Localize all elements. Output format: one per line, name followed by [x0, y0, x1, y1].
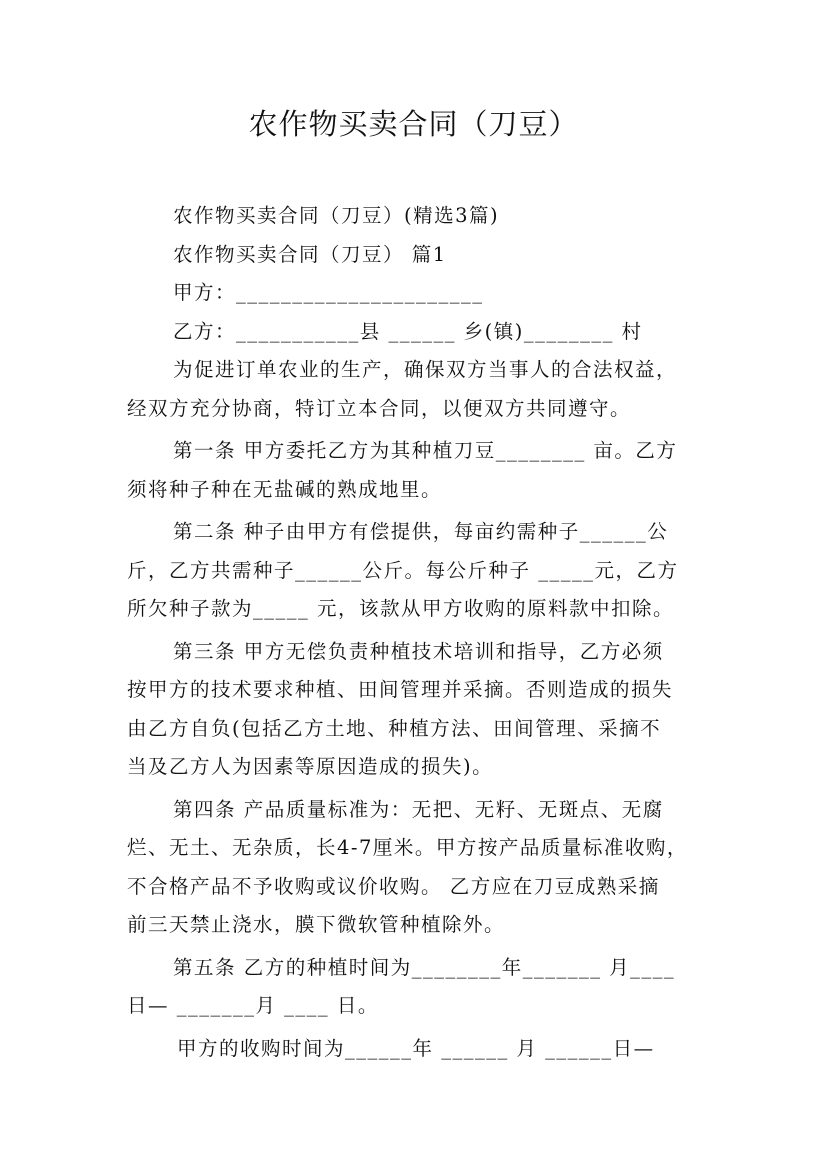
document-body	[127, 197, 717, 1068]
article-4-line: 不合格产品不予收购或议价收购。 乙方应在刀豆成熟采摘	[127, 874, 660, 898]
subtitle-line: 农作物买卖合同（刀豆）(精选3篇)	[173, 204, 500, 227]
article-5-line: 日— _______月 ____ 日。	[127, 994, 379, 1017]
article-3-line: 按甲方的技术要求种植、田间管理并采摘。否则造成的损失	[127, 678, 674, 701]
article-4-line: 前三天禁止浇水，膜下微软管种植除外。	[127, 913, 506, 936]
section-heading: 农作物买卖合同（刀豆） 篇1	[173, 242, 447, 266]
article-2-line: 斤，乙方共需种子______公斤。每公斤种子 _____元，乙方	[127, 558, 679, 582]
document-title: 农作物买卖合同（刀豆）	[248, 107, 579, 141]
article-1-line: 须将种子种在无盐碱的熟成地里。	[127, 477, 443, 501]
article-1-line: 第一条 甲方委托乙方为其种植刀豆________ 亩。乙方	[173, 439, 678, 462]
article-4-line: 烂、无土、无杂质，长4-7厘米。甲方按产品质量标准收购，	[127, 836, 688, 859]
article-3-line: 第三条 甲方无偿负责种植技术培训和指导，乙方必须	[173, 639, 664, 663]
article-3-line: 由乙方自负(包括乙方土地、种植方法、田间管理、采摘不	[127, 716, 662, 740]
article-5-line: 第五条 乙方的种植时间为________年_______ 月____	[173, 955, 676, 979]
party-b-line: 乙方：___________县 ______ 乡(镇)________ 村	[173, 319, 643, 343]
article-4-line: 第四条 产品质量标准为：无把、无籽、无斑点、无腐	[173, 797, 664, 821]
article-2-line: 所欠种子款为_____ 元，该款从甲方收购的原料款中扣除。	[127, 597, 674, 620]
article-3-line: 当及乙方人为因素等原因造成的损失)。	[127, 755, 494, 778]
party-a-line: 甲方：______________________	[173, 281, 484, 304]
purchase-time-line: 甲方的收购时间为______年 ______ 月 ______日—	[177, 1036, 655, 1060]
paragraph-line: 为促进订单农业的生产，确保双方当事人的合法权益，	[173, 358, 678, 381]
article-2-line: 第二条 种子由甲方有偿提供，每亩约需种子______公	[173, 520, 669, 543]
paragraph-line: 经双方充分协商，特订立本合同，以便双方共同遵守。	[127, 396, 632, 420]
